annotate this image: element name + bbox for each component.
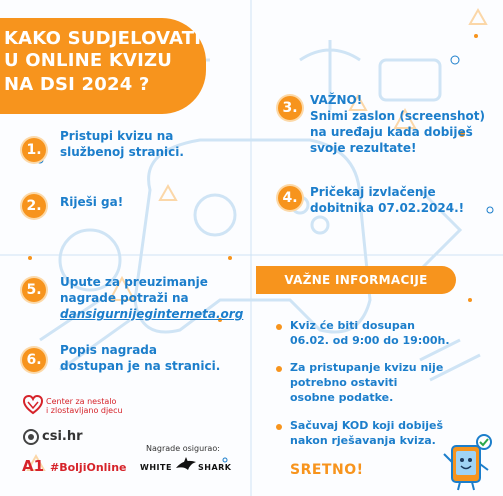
info-item-3-line-1: Sačuvaj KOD koji dobiješ (290, 419, 444, 432)
tablet-mascot-icon (440, 432, 496, 492)
step-5-text (60, 274, 243, 322)
info-item-3 (290, 418, 443, 448)
title-banner (0, 18, 206, 114)
step-3-line-2: Snimi zaslon (screenshot) (310, 109, 486, 123)
info-item-2-line-3: osobne podatke. (290, 391, 394, 404)
white-shark-logo-shark: SHARK (198, 463, 232, 472)
center-logo-line-2: i zlostavljano djecu (46, 406, 123, 415)
step-4-text (310, 184, 464, 216)
step-5-badge: 5. (22, 278, 46, 302)
white-shark-logo-white: WHITE (140, 463, 172, 472)
step-6-line-1: Popis nagrada (60, 343, 157, 357)
step-5-line-2: nagrade potraži na (60, 291, 189, 305)
title-line-1: KAKO SUDJELOVATI (4, 28, 202, 49)
step-4-badge: 4. (278, 186, 302, 210)
info-item-1-line-1: Kviz će biti dosupan (290, 319, 415, 332)
csi-logo-text: csi.hr (42, 429, 83, 444)
info-item-2-line-2: potrebno ostaviti (290, 376, 398, 389)
step-3-line-1: VAŽNO! (310, 93, 363, 107)
step-2-line-1: Riješi ga! (60, 195, 124, 209)
step-2-badge: 2. (22, 194, 46, 218)
step-1-text (60, 128, 184, 160)
website-link[interactable]: dansigurnijeginterneta.org (60, 307, 244, 321)
step-4-line-1: Pričekaj izvlačenje (310, 185, 436, 199)
step-1-line-1: Pristupi kvizu na (60, 129, 174, 143)
center-logo-line-1: Center za nestalo (46, 397, 117, 406)
a1-logo: A1 (22, 457, 45, 475)
info-item-2 (290, 360, 443, 405)
step-1-line-2: službenoj stranici. (60, 145, 184, 159)
info-bullet-3 (276, 424, 282, 430)
info-bullet-2 (276, 366, 282, 372)
step-2-text (60, 194, 123, 210)
shark-logo-icon (174, 456, 198, 474)
step-3-line-3: na uređaju kada dobiješ (310, 125, 473, 139)
title-line-2: U ONLINE KVIZU (4, 50, 173, 71)
center-logo-text (46, 397, 123, 415)
step-1-badge: 1. (22, 138, 46, 162)
step-6-badge: 6. (22, 348, 46, 372)
csi-logo-icon (22, 428, 40, 446)
step-3-badge: 3. (278, 96, 302, 120)
step-4-line-2: dobitnika 07.02.2024.! (310, 201, 465, 215)
closing-text: SRETNO! (290, 462, 364, 478)
step-6-line-2: dostupan je na stranici. (60, 359, 221, 373)
step-5-line-1: Upute za preuzimanje (60, 275, 208, 289)
info-item-1-line-2: 06.02. od 9:00 do 19:00h. (290, 334, 450, 347)
info-item-2-line-1: Za pristupanje kvizu nije (290, 361, 444, 374)
info-item-1 (290, 318, 450, 348)
info-item-3-line-2: nakon rješavanja kviza. (290, 434, 436, 447)
important-info-heading: VAŽNE INFORMACIJE (256, 266, 456, 294)
step-3-line-4: svoje rezultate! (310, 141, 417, 155)
prizes-label: Nagrade osigurao: (146, 444, 220, 453)
title-line-3: NA DSI 2024 ? (4, 74, 150, 95)
hashtag-text: #BoljiOnline (50, 461, 127, 474)
step-6-text (60, 342, 220, 374)
center-logo-icon (22, 394, 44, 416)
step-3-text (310, 92, 485, 156)
info-bullet-1 (276, 324, 282, 330)
